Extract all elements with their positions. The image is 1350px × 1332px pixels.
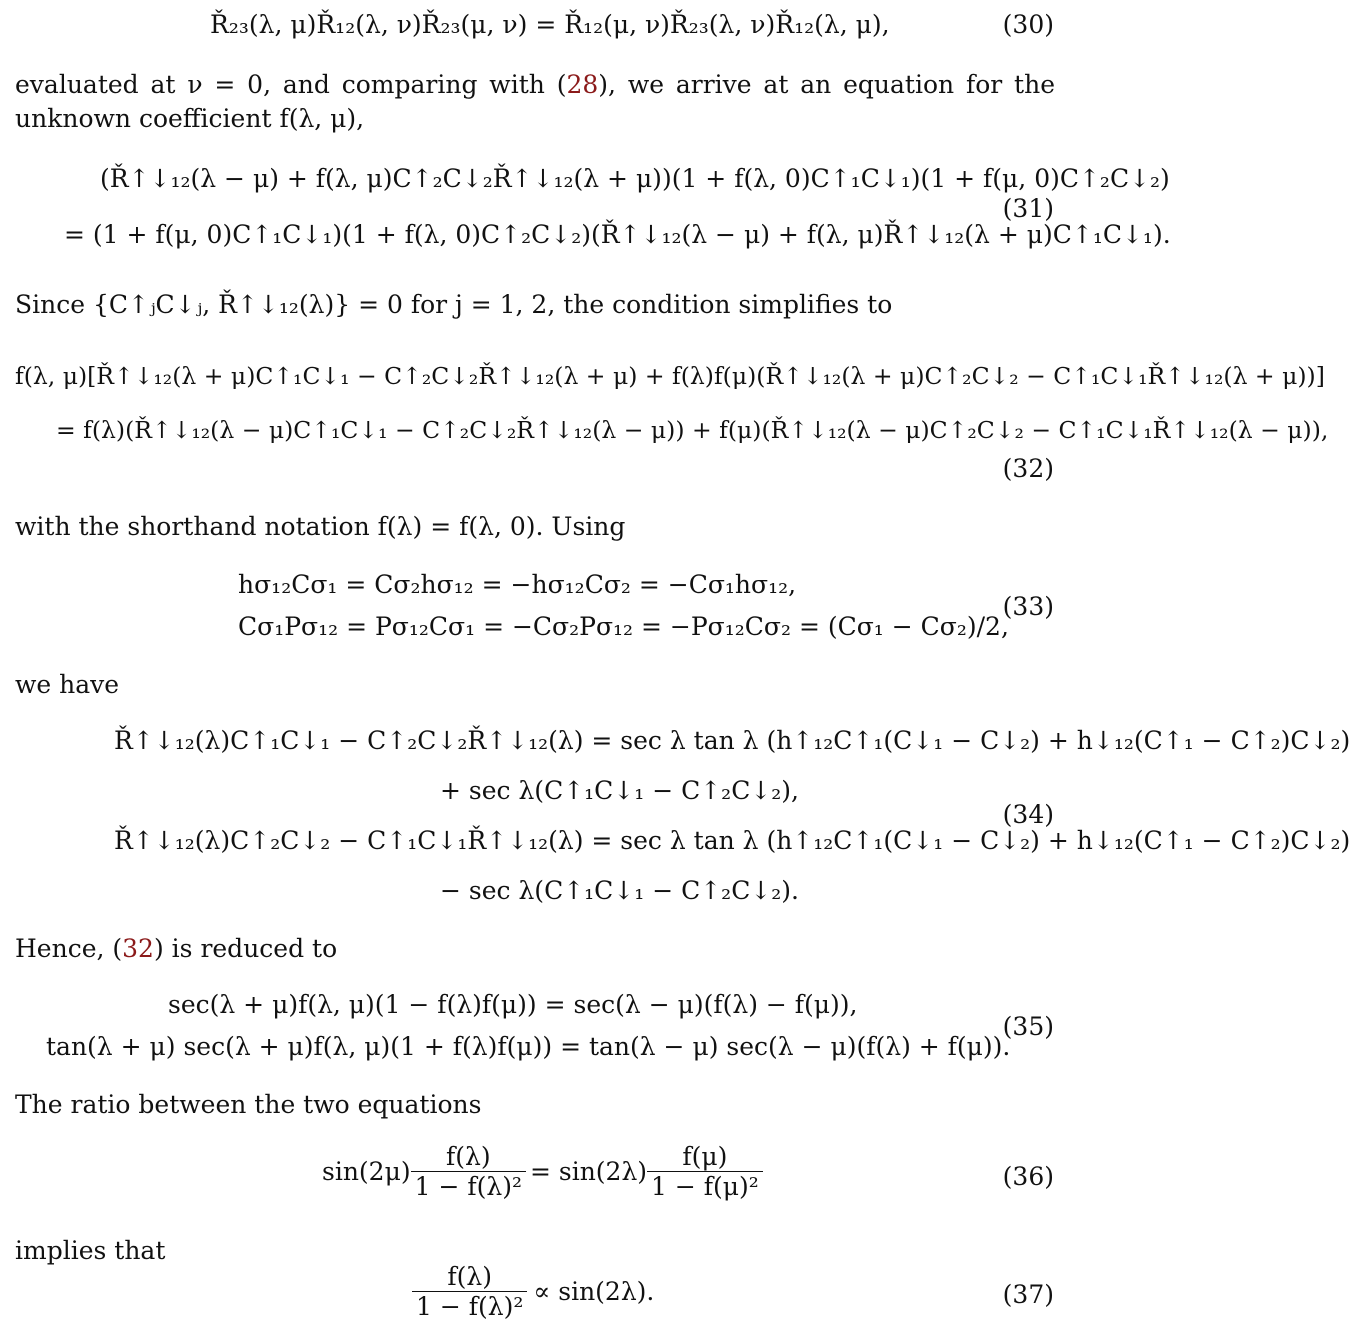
equation-34-line-2: + sec λ(C↑₁C↓₁ − C↑₂C↓₂), [440,776,799,805]
paragraph-5: Hence, (32) is reduced to [15,934,338,963]
equation-34-line-3: Ř↑↓₁₂(λ)C↑₂C↓₂ − C↑₁C↓₁Ř↑↓₁₂(λ) = sec λ tan λ (h↑₁₂C↑₁(C↓₁ − C↓₂) + h↓₁₂(C↑₁ − C↑₂)C↓₂) [114,826,1350,855]
equation-32-line-1: f(λ, μ)[Ř↑↓₁₂(λ + μ)C↑₁C↓₁ − C↑₂C↓₂Ř↑↓₁₂(λ + μ) + f(λ)f(μ)(Ř↑↓₁₂(λ + μ)C↑₂C↓₂ − C↑₁C↓₁Ř↑↓₁₂(λ + μ))] [15,362,1325,390]
paragraph-3: with the shorthand notation f(λ) = f(λ, 0). Using [15,512,626,541]
equation-33-line-1: hσ₁₂Cσ₁ = Cσ₂hσ₁₂ = −hσ₁₂Cσ₂ = −Cσ₁hσ₁₂, [238,570,797,599]
fraction-3: $\frac{f(\lambda)}{\text{1 − f(λ)²}}$ [412,1262,527,1321]
equation-link-32[interactable]: 32 [122,934,154,963]
equation-34-line-1: Ř↑↓₁₂(λ)C↑₁C↓₁ − C↑₂C↓₂Ř↑↓₁₂(λ) = sec λ tan λ (h↑₁₂C↑₁(C↓₁ − C↓₂) + h↓₁₂(C↑₁ − C↑₂)C↓₂) [114,726,1350,755]
equation-number-35: (35) [1002,1012,1054,1041]
equation-31-line-1: (Ř↑↓₁₂(λ − μ) + f(λ, μ)C↑₂C↓₂Ř↑↓₁₂(λ + μ))(1 + f(λ, 0)C↑₁C↓₁)(1 + f(μ, 0)C↑₂C↓₂) [100,164,1170,193]
equation-number-36: (36) [1002,1162,1054,1191]
equation-number-33: (33) [1002,592,1054,621]
equation-37: $\frac{f(\lambda)}{\text{1 − f(λ)²}}$ ∝ sin(2λ). [412,1262,654,1321]
equation-number-30: (30) [1002,10,1054,39]
equation-36: sin(2μ) $\frac{f(\lambda)}{\text{1 − f(λ)²}}$ = sin(2λ) $\frac{f(\mu)}{\text{1 − f(μ)²}}$ [322,1142,763,1201]
equation-30: Ř₂₃(λ, μ)Ř₁₂(λ, ν)Ř₂₃(μ, ν) = Ř₁₂(μ, ν)Ř₂₃(λ, ν)Ř₁₂(λ, μ), [210,10,890,39]
equation-35-line-2: tan(λ + μ) sec(λ + μ)f(λ, μ)(1 + f(λ)f(μ)) = tan(λ − μ) sec(λ − μ)(f(λ) + f(μ)). [46,1032,1011,1061]
equation-number-34: (34) [1002,800,1054,829]
equation-31-line-2: = (1 + f(μ, 0)C↑₁C↓₁)(1 + f(λ, 0)C↑₂C↓₂)(Ř↑↓₁₂(λ − μ) + f(λ, μ)Ř↑↓₁₂(λ + μ)C↑₁C↓₁). [64,220,1171,249]
paragraph-7: implies that [15,1236,166,1265]
equation-32-line-2: = f(λ)(Ř↑↓₁₂(λ − μ)C↑₁C↓₁ − C↑₂C↓₂Ř↑↓₁₂(λ − μ)) + f(μ)(Ř↑↓₁₂(λ − μ)C↑₂C↓₂ − C↑₁C↓₁Ř↑↓₁₂(λ − μ)), [56,416,1329,444]
paragraph-1: evaluated at ν = 0, and comparing with (28), we arrive at an equation for the unknown coefficient f(λ, μ), [15,70,1055,133]
paragraph-6: The ratio between the two equations [15,1090,482,1119]
equation-link-28[interactable]: 28 [566,70,599,99]
equation-33-line-2: Cσ₁Pσ₁₂ = Pσ₁₂Cσ₁ = −Cσ₂Pσ₁₂ = −Pσ₁₂Cσ₂ = (Cσ₁ − Cσ₂)/2, [238,612,1009,641]
fraction-1: $\frac{f(\lambda)}{\text{1 − f(λ)²}}$ [411,1142,526,1201]
fraction-2: $\frac{f(\mu)}{\text{1 − f(μ)²}}$ [647,1142,763,1201]
paragraph-4: we have [15,670,120,699]
equation-number-37: (37) [1002,1280,1054,1309]
equation-34-line-4: − sec λ(C↑₁C↓₁ − C↑₂C↓₂). [440,876,799,905]
equation-number-32: (32) [1002,454,1054,483]
paragraph-2: Since {C↑ⱼC↓ⱼ, Ř↑↓₁₂(λ)} = 0 for j = 1, 2, the condition simplifies to [15,290,893,319]
equation-number-31: (31) [1002,194,1054,223]
equation-35-line-1: sec(λ + μ)f(λ, μ)(1 − f(λ)f(μ)) = sec(λ − μ)(f(λ) − f(μ)), [168,990,858,1019]
